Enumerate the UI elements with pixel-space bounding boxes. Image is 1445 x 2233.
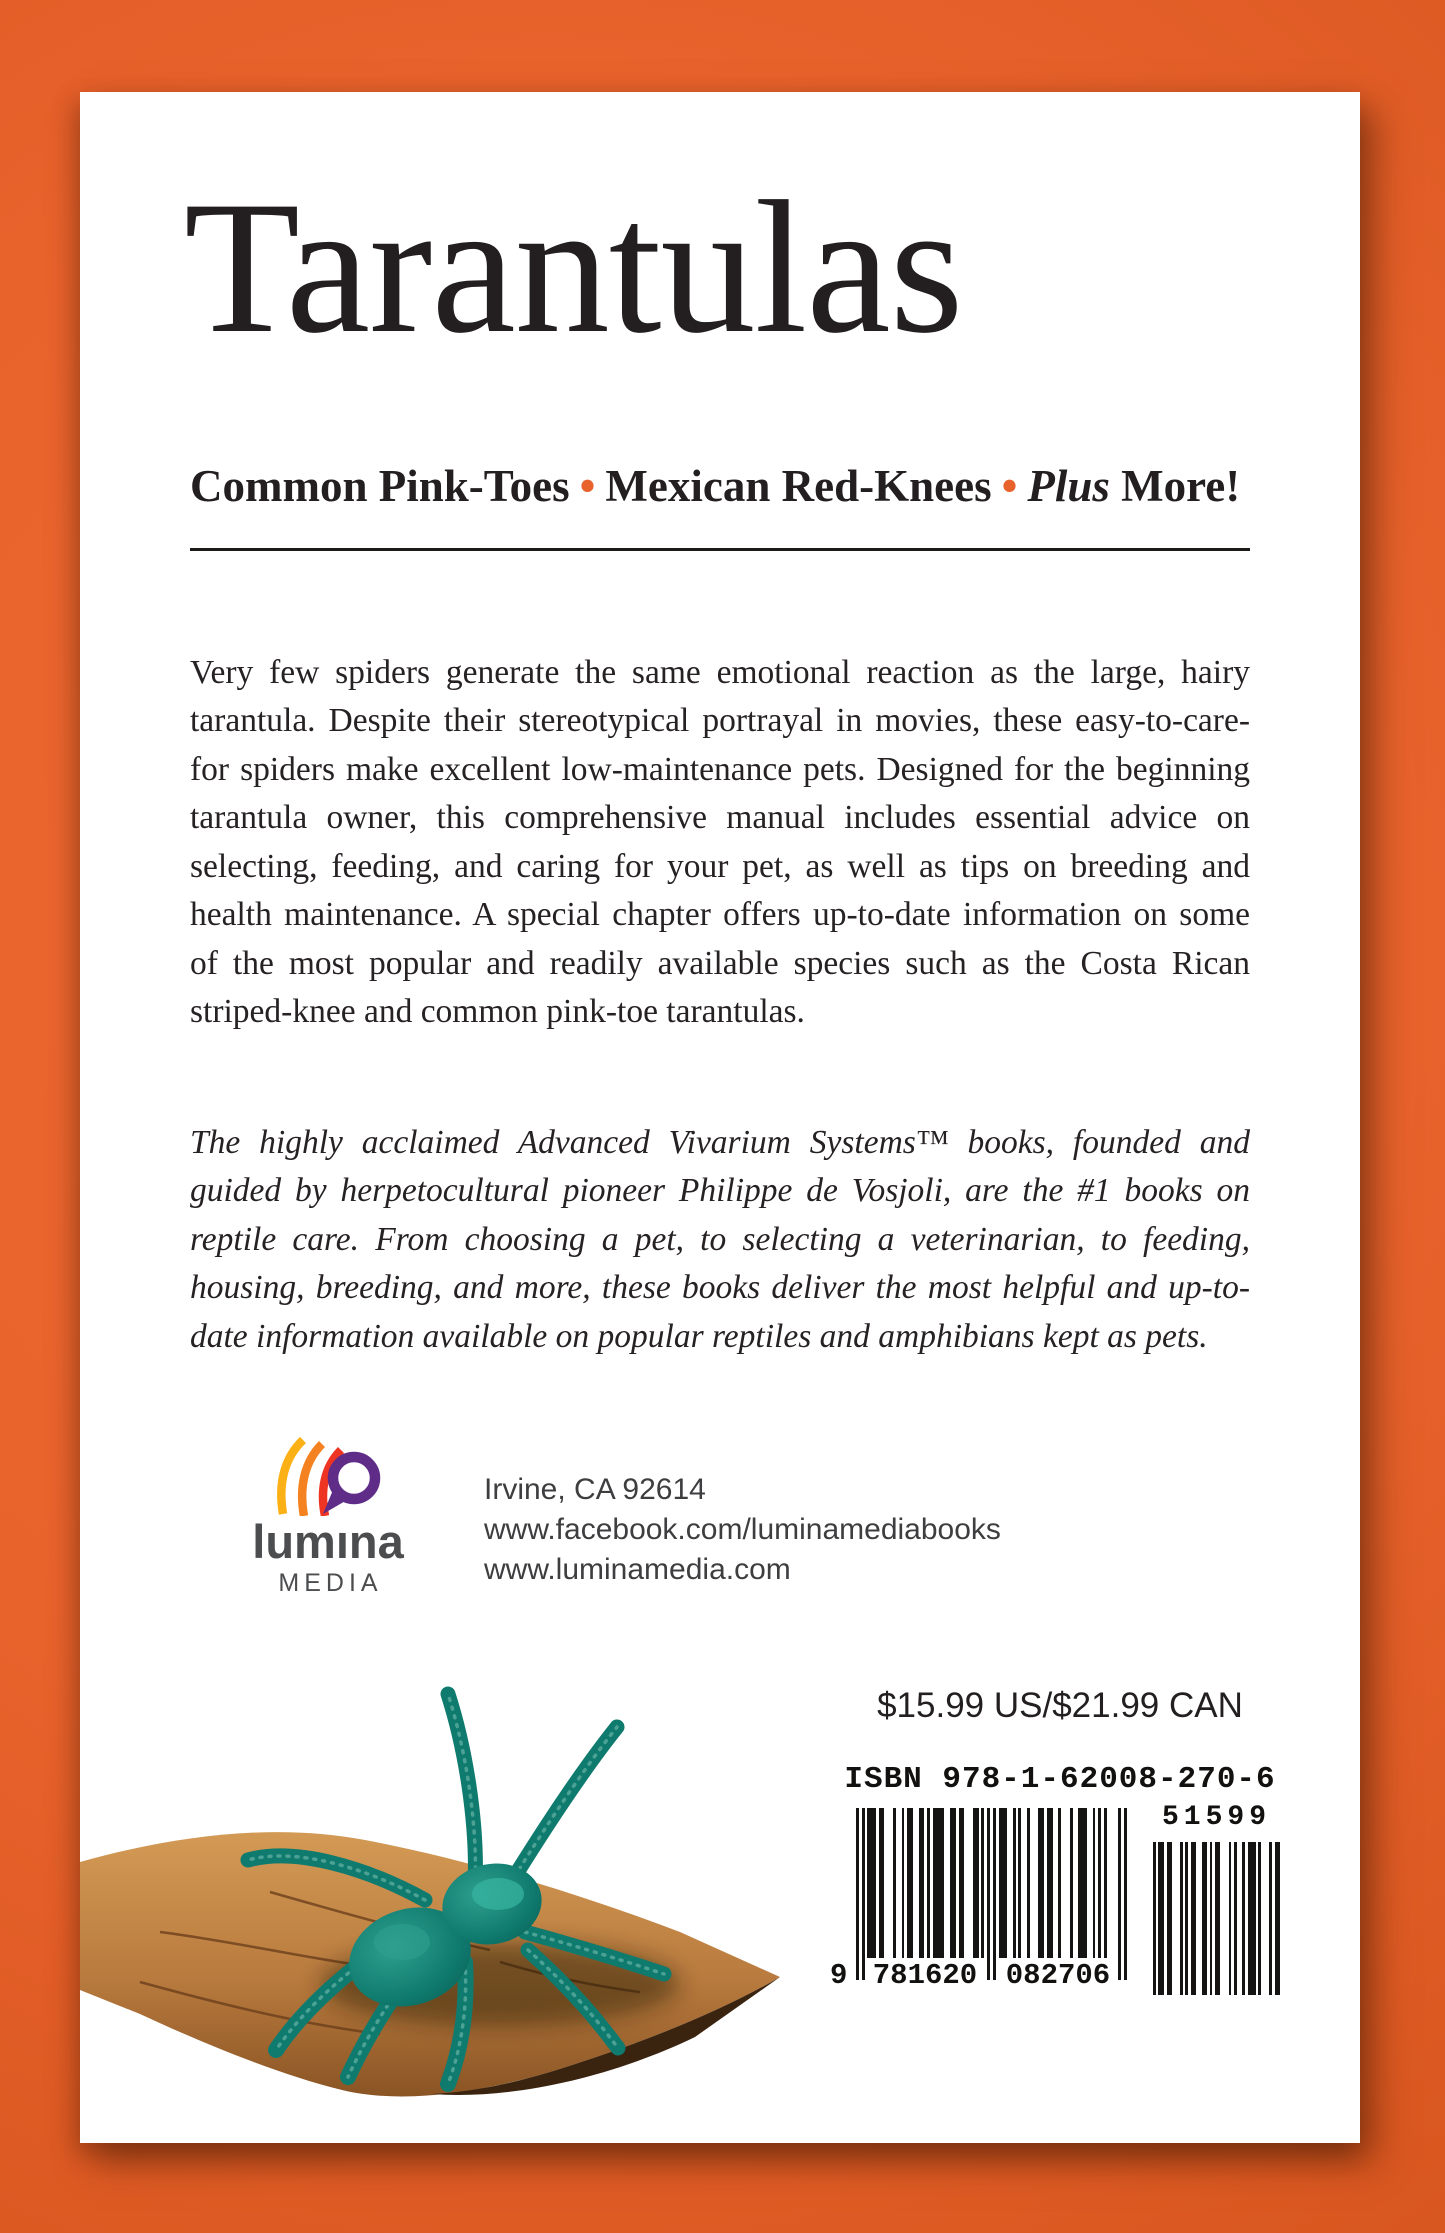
book-subtitle <box>190 460 1240 512</box>
ean-lead-digit: 9 <box>830 1959 848 1992</box>
tarantula-photo <box>80 1632 810 2132</box>
publisher-wordmark-sub: MEDIA <box>278 1569 383 1597</box>
subtitle-segment-2: Mexican Red-Knees <box>605 461 992 511</box>
ean-left-digits: 781620 <box>869 1958 981 1990</box>
publisher-contact-block <box>484 1470 1001 1590</box>
ean5-addon-barcode <box>1153 1802 1280 2008</box>
book-title: Tarantulas <box>184 163 963 373</box>
publisher-logo <box>248 1434 408 1598</box>
subtitle-segment-1: Common Pink-Toes <box>190 461 570 511</box>
cover-page <box>80 92 1360 2143</box>
ean13-barcode <box>830 1808 1127 2008</box>
addon-digits: 51599 <box>1161 1802 1271 1833</box>
price-text: $15.99 US/$21.99 CAN <box>877 1686 1243 1725</box>
intro-paragraph: Very few spiders generate the same emotional reaction as the large, hairy tarantula. Despite their stereotypical portrayal in movies, these easy-to-care-for spiders make excellent low-maintenance pets. Designed for the beginning tarantula owner, this comprehensive manual includes essential advice on selecting, feeding, and caring for your pet, as well as tips on breeding and health maintenance. A special chapter offers up-to-date information on some of the most popular and readily available species such as the Costa Rican striped-knee and common pink-toe tarantulas. <box>190 653 1250 1030</box>
contact-facebook-url: www.facebook.com/luminamediabooks <box>484 1513 1001 1546</box>
bullet-icon: • <box>1001 461 1018 511</box>
divider-rule <box>190 548 1250 551</box>
contact-website-url: www.luminamedia.com <box>484 1553 791 1586</box>
publisher-note-paragraph: The highly acclaimed Advanced Vivarium Systems™ books, founded and guided by herpetocultural pioneer Philippe de Vosjoli, are the #1 books on reptile care. From choosing a pet, to selecting a veterinarian, to feeding, housing, breeding, and more, these books deliver the most helpful and up-to-date information available on popular reptiles and amphibians kept as pets. <box>190 1123 1250 1355</box>
subtitle-segment-3-italic: Plus <box>1027 461 1110 511</box>
ean-right-digits: 082706 <box>1002 1958 1114 1990</box>
bullet-icon: • <box>579 461 596 511</box>
isbn-label: ISBN 978-1-62008-270-6 <box>844 1762 1276 1797</box>
publisher-wordmark: lumına <box>252 1515 404 1568</box>
logo-stripe-orange <box>302 1444 322 1516</box>
lumina-logo-icon <box>273 1434 383 1516</box>
contact-address: Irvine, CA 92614 <box>484 1473 706 1506</box>
ean13-bars <box>856 1808 1127 1980</box>
logo-bubble-purple <box>333 1457 375 1499</box>
isbn-block <box>820 1762 1300 2042</box>
addon-bars <box>1153 1842 1280 1995</box>
subtitle-segment-3: More! <box>1109 461 1241 511</box>
